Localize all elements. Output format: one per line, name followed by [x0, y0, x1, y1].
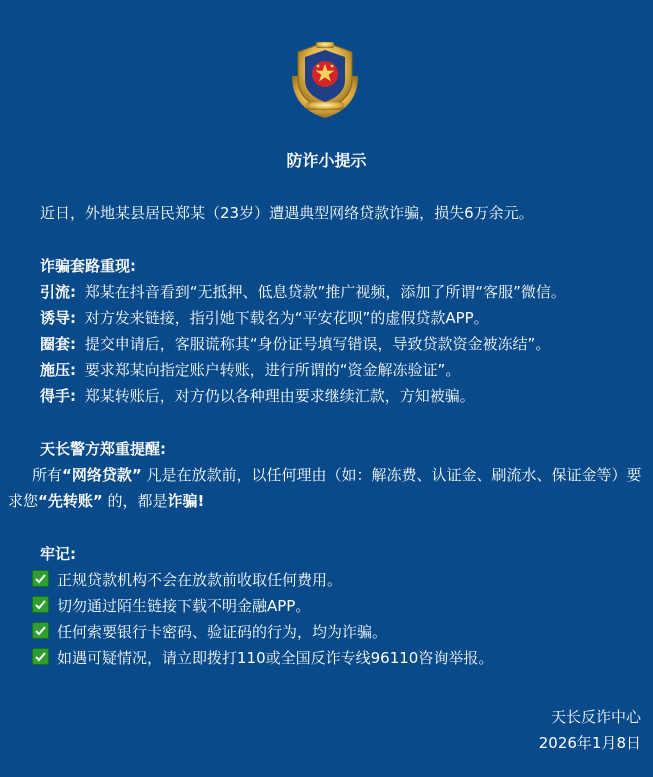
scheme-heading: 诈骗套路重现:: [40, 257, 136, 275]
step-label: 引流:: [40, 283, 76, 301]
remember-item-text: 任何索要银行卡密码、验证码的行为，均为诈骗。: [57, 623, 388, 641]
scheme-step: [40, 307, 489, 329]
remember-item-text: 正规贷款机构不会在放款前收取任何费用。: [57, 571, 343, 589]
step-label: 圈套:: [40, 335, 76, 353]
scheme-step: [40, 281, 566, 303]
step-label: 得手:: [40, 387, 76, 405]
remember-item: [32, 647, 493, 669]
intro-text: 近日，外地某县居民郑某（23岁）遭遇典型网络贷款诈骗，损失6万余元。: [40, 204, 534, 222]
remember-item-text: 切勿通过陌生链接下载不明金融APP。: [57, 597, 311, 615]
step-text: 对方发来链接，指引她下载名为“平安花呗”的虚假贷款APP。: [84, 309, 489, 327]
reminder-term: 诈骗!: [167, 492, 205, 510]
police-emblem-icon: [282, 36, 368, 122]
remember-item-text: 如遇可疑情况，请立即拨打110或全国反诈专线96110咨询举报。: [57, 649, 494, 667]
remember-item: [32, 595, 310, 617]
remember-heading: 牢记:: [40, 545, 76, 563]
scheme-step: [40, 333, 550, 355]
step-text: 郑某转账后，对方仍以各种理由要求继续汇款，方知被骗。: [84, 387, 475, 405]
reminder-term: “网络贷款”: [62, 466, 142, 484]
reminder-paragraph: [8, 462, 648, 514]
step-label: 诱导:: [40, 309, 76, 327]
reminder-part: 凡是在放款前，以任何理由（如：解冻费、认证金、刷流水、保证金等）要求您: [8, 466, 642, 510]
remember-item: [32, 621, 387, 643]
reminder-part: 的，都是: [102, 492, 168, 510]
check-mark-icon: [32, 596, 49, 613]
remember-item: [32, 569, 342, 591]
scheme-step: [40, 359, 460, 381]
reminder-term: “先转账”: [38, 492, 103, 510]
check-mark-icon: [32, 570, 49, 587]
scheme-step: [40, 385, 475, 407]
step-label: 施压:: [40, 361, 76, 379]
notice-title: 防诈小提示: [286, 151, 367, 170]
footer-org: 天长反诈中心: [550, 708, 641, 726]
footer-date: 2026年1月8日: [538, 734, 641, 752]
step-text: 要求郑某向指定账户转账，进行所谓的“资金解冻验证”。: [84, 361, 461, 379]
step-text: 提交申请后，客服谎称其“身份证号填写错误，导致贷款资金被冻结”。: [84, 335, 551, 353]
check-mark-icon: [32, 622, 49, 639]
reminder-part: 所有: [32, 466, 63, 484]
reminder-heading: 天长警方郑重提醒:: [40, 440, 166, 458]
step-text: 郑某在抖音看到“无抵押、低息贷款”推广视频，添加了所谓“客服”微信。: [84, 283, 566, 301]
check-mark-icon: [32, 648, 49, 665]
